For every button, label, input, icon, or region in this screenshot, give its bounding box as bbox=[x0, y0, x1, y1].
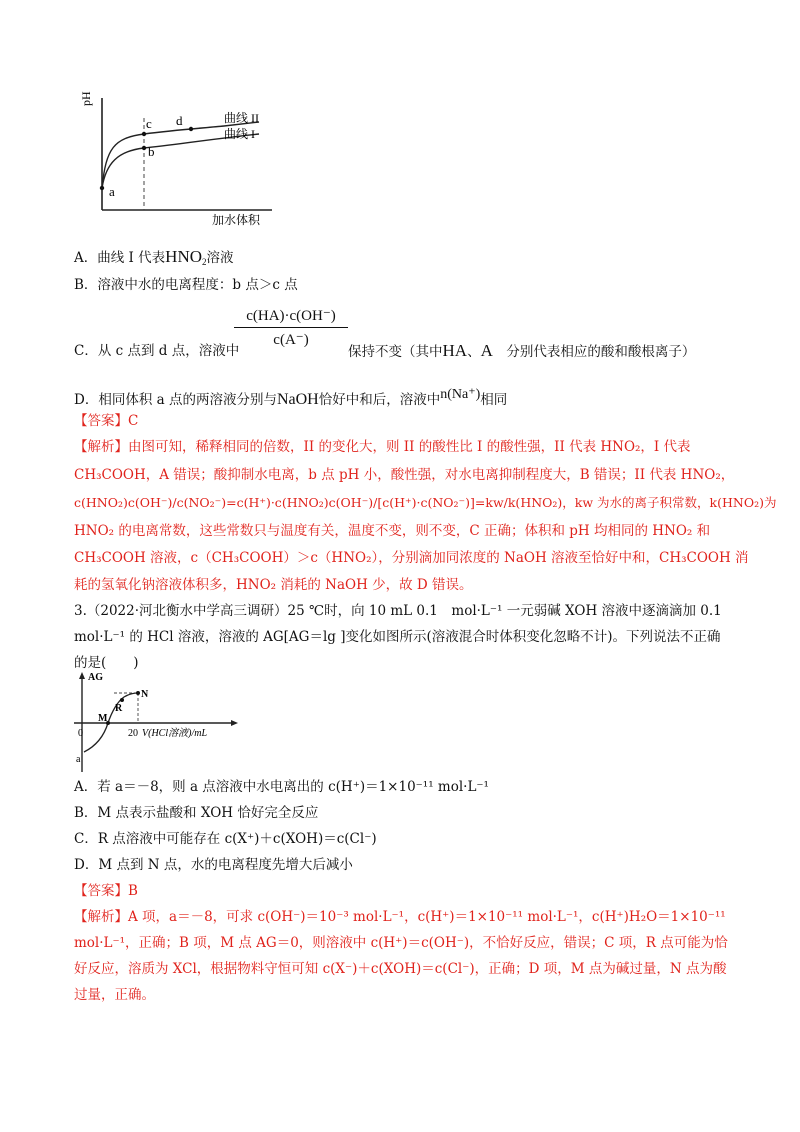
q2-analysis-1: 【解析】由图可知，稀释相同的倍数，II 的变化大，则 II 的酸性比 I 的酸性强，II 代表 HNO₂，I 代表 bbox=[74, 439, 691, 455]
ag-titration-figure bbox=[74, 666, 264, 776]
q3-option-a: A．若 a＝－8，则 a 点溶液中水电离出的 c(H⁺)＝1×10⁻¹¹ mol·L⁻¹ bbox=[74, 779, 489, 795]
label-curve-i: 曲线 I bbox=[224, 127, 255, 141]
q3-option-b: B．M 点表示盐酸和 XOH 恰好完全反应 bbox=[74, 805, 319, 821]
q3-answer: 【答案】B bbox=[74, 883, 138, 899]
q2-analysis-5: CH₃COOH 溶液，c（CH₃COOH）＞c（HNO₂），分别滴加同浓度的 NaOH 溶液至恰好中和，CH₃COOH 消 bbox=[74, 550, 749, 566]
option-c: C．从 c 点到 d 点，溶液中 bbox=[74, 343, 240, 359]
label-a: a bbox=[109, 184, 115, 199]
label-curve-ii: 曲线 II bbox=[224, 111, 259, 125]
x-axis-label: 加水体积 bbox=[212, 213, 261, 227]
x-tick-20: 20 bbox=[128, 728, 138, 739]
point-b bbox=[142, 146, 146, 150]
q2-analysis-6: 耗的氢氧化钠溶液体积多，HNO₂ 消耗的 NaOH 少，故 D 错误。 bbox=[74, 577, 473, 593]
point-d bbox=[189, 127, 193, 131]
point-a bbox=[100, 186, 104, 190]
origin-label: 0 bbox=[78, 728, 83, 739]
label-M: M bbox=[98, 713, 108, 724]
label-R: R bbox=[115, 703, 123, 714]
q2-analysis-2: CH₃COOH，A 错误；酸抑制水电离，b 点 pH 小，酸性强，对水电离抑制程度大，B 错误；II 代表 HNO₂， bbox=[74, 467, 735, 483]
y-axis-label: pH bbox=[79, 91, 93, 106]
label-c: c bbox=[146, 116, 152, 131]
point-R bbox=[120, 698, 124, 702]
fraction-denominator: c(A⁻) bbox=[273, 332, 309, 348]
option-c-tail: 保持不变（其中HA、A 分别代表相应的酸和酸根离子） bbox=[348, 341, 696, 360]
q2-answer: 【答案】C bbox=[74, 413, 139, 429]
y-axis-label: AG bbox=[88, 672, 103, 683]
x-axis-label: V(HCl溶液)/mL bbox=[142, 728, 207, 739]
label-N: N bbox=[141, 689, 149, 700]
q3-stem-2: mol·L⁻¹ 的 HCl 溶液，溶液的 AG[AG＝lg ]变化如图所示(溶液混合时体积变化忽略不计)。下列说法不正确 bbox=[74, 629, 721, 645]
q3-stem-3: 的是( ) bbox=[74, 655, 139, 671]
q2-analysis-3: c(HNO₂)c(OH⁻)/c(NO₂⁻)=c(H⁺)·c(HNO₂)c(OH⁻)/[c(H⁺)·c(NO₂⁻)]=kw/k(HNO₂)，kw 为水的离子积常数，k(HNO₂)为 bbox=[74, 495, 777, 510]
point-c bbox=[142, 132, 146, 136]
point-N bbox=[136, 691, 140, 695]
q3-option-d: D．M 点到 N 点，水的电离程度先增大后减小 bbox=[74, 857, 353, 873]
option-a: A．曲线 I 代表$HNO_2$溶液 bbox=[74, 247, 234, 267]
fraction-numerator: c(HA)·c(OH⁻) bbox=[234, 306, 348, 328]
label-d: d bbox=[176, 113, 183, 128]
label-a: a bbox=[76, 754, 81, 765]
option-d: D．相同体积 a 点的两溶液分别与NaOH恰好中和后，溶液中n(Na⁺)相同 bbox=[74, 387, 508, 408]
x-arrow bbox=[231, 720, 238, 726]
q3-analysis-2: mol·L⁻¹，正确；B 项，M 点 AG＝0，则溶液中 c(H⁺)＝c(OH⁻)，不恰好反应，错误；C 项，R 点可能为恰 bbox=[74, 935, 728, 951]
curve-i bbox=[102, 134, 259, 188]
q3-option-c: C．R 点溶液中可能存在 c(X⁺)＋c(XOH)＝c(Cl⁻) bbox=[74, 831, 377, 847]
q2-analysis-4: HNO₂ 的电离常数，这些常数只与温度有关，温度不变，则不变，C 正确；体积和 pH 均相同的 HNO₂ 和 bbox=[74, 523, 711, 539]
label-b: b bbox=[148, 144, 155, 159]
ph-dilution-figure bbox=[74, 88, 294, 228]
q3-analysis-1: 【解析】A 项，a＝－8，可求 c(OH⁻)＝10⁻³ mol·L⁻¹，c(H⁺)＝1×10⁻¹¹ mol·L⁻¹，c(H⁺)H₂O＝1×10⁻¹¹ bbox=[74, 909, 726, 925]
y-arrow bbox=[79, 672, 85, 679]
q3-analysis-3: 好反应，溶质为 XCl，根据物料守恒可知 c(X⁻)＋c(XOH)＝c(Cl⁻)，正确；D 项，M 点为碱过量，N 点为酸 bbox=[74, 961, 727, 977]
q3-analysis-4: 过量，正确。 bbox=[74, 987, 155, 1003]
option-c-fraction bbox=[234, 306, 348, 349]
q3-stem-1: 3.（2022·河北衡水中学高三调研）25 ℃时，向 10 mL 0.1 mol·L⁻¹ 一元弱碱 XOH 溶液中逐滴滴加 0.1 bbox=[74, 603, 722, 619]
option-b: B．溶液中水的电离程度：b 点＞c 点 bbox=[74, 277, 298, 293]
